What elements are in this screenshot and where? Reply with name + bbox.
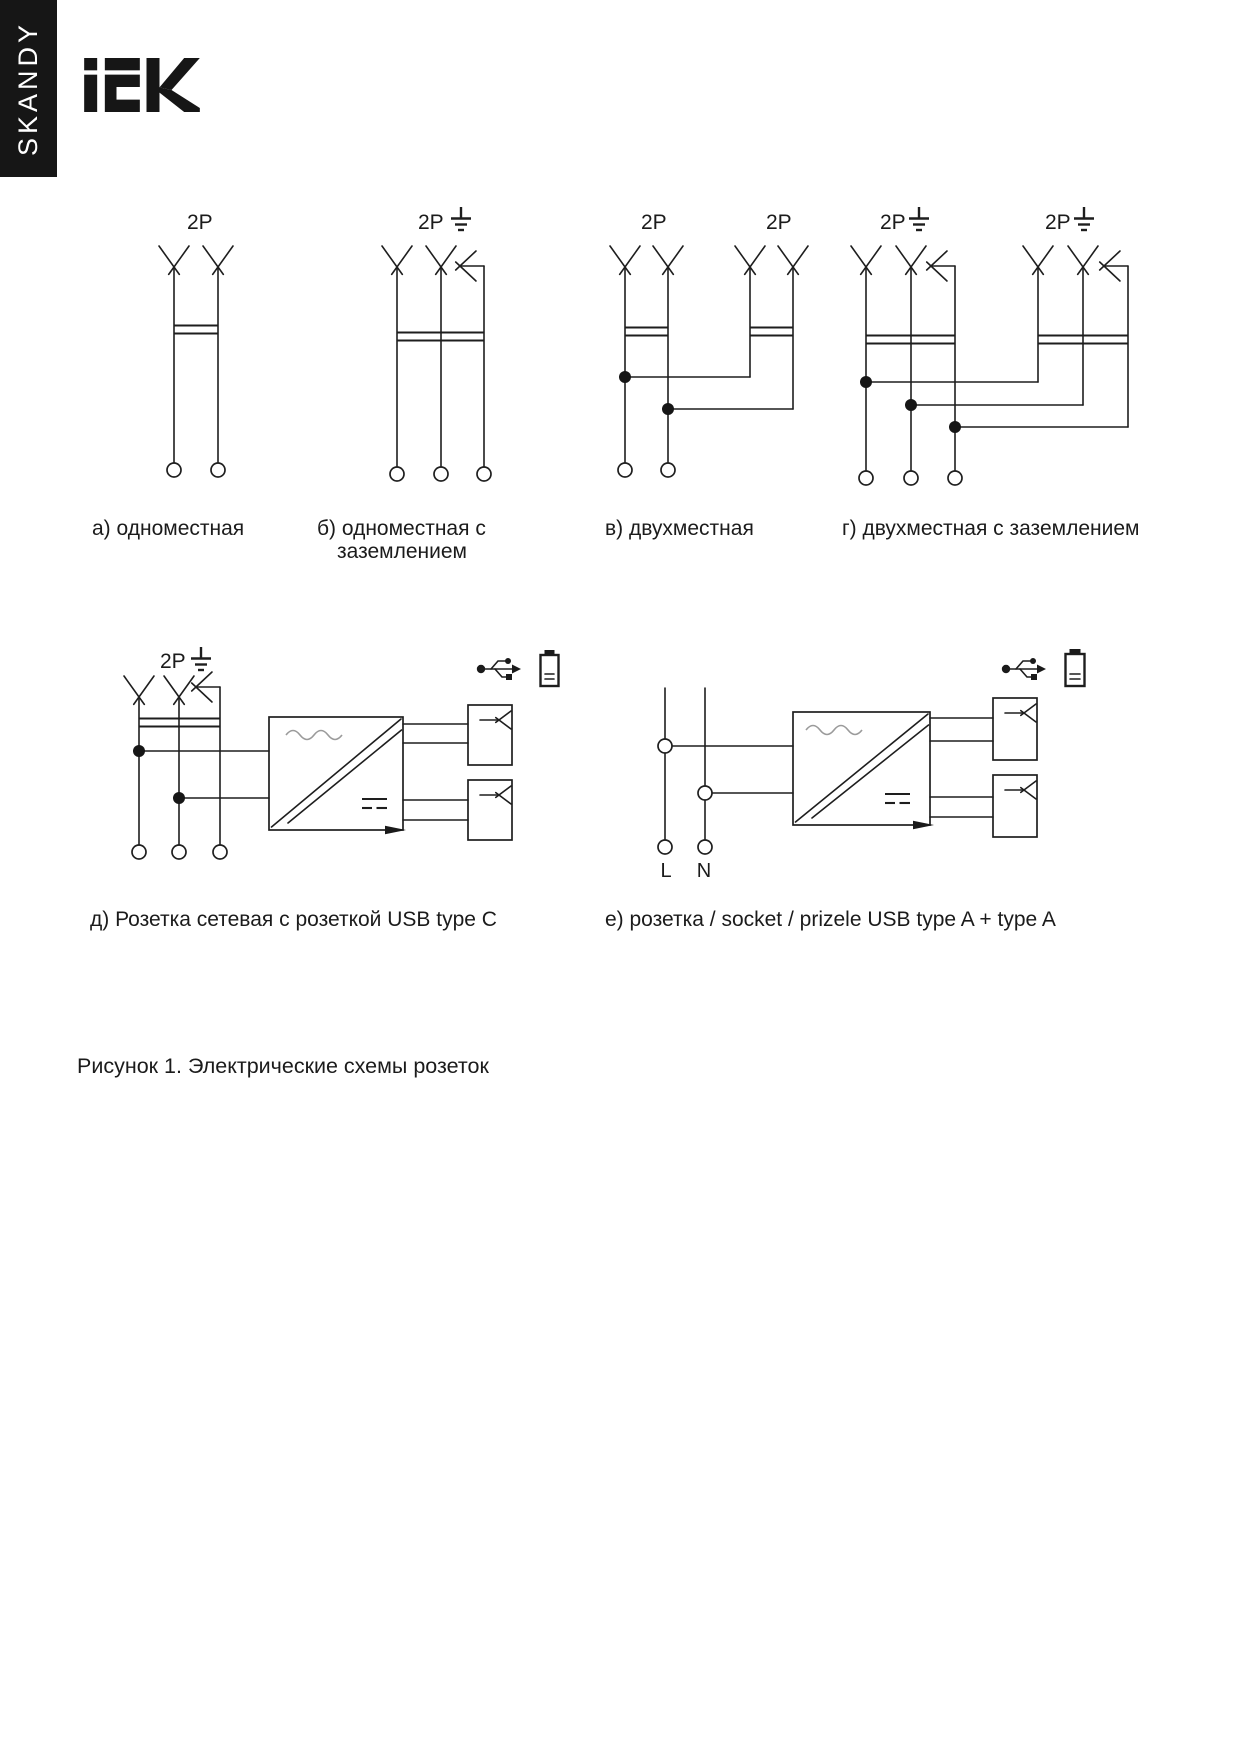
diagram-d-caption: д) Розетка сетевая с розеткой USB type C [90, 908, 497, 931]
terminal-circles [132, 845, 227, 859]
pole-label: 2P [418, 211, 444, 234]
diagram-v [605, 211, 808, 540]
output-wires [403, 724, 468, 820]
pole-label-left: 2P [641, 211, 667, 234]
diagram-b-caption-line1: б) одноместная с [317, 517, 486, 540]
diagram-e-caption: е) розетка / socket / prizele USB type A + type A [605, 908, 1056, 931]
diagram-a-caption: а) одноместная [92, 517, 245, 540]
ground-contact-arrow-icon [192, 672, 220, 702]
output-wires [930, 718, 993, 817]
socket-contact-fork-icon [610, 246, 808, 274]
junction-dots [133, 745, 185, 804]
terminal-circles [859, 471, 962, 485]
socket-wires [397, 266, 484, 467]
battery-icon [1066, 649, 1085, 686]
ground-contact-arrow-icon [927, 251, 1128, 281]
battery-icon [541, 650, 559, 686]
ground-icon [909, 207, 929, 230]
usb-output-port-1 [468, 705, 512, 765]
socket-body-bars [174, 326, 218, 334]
usb-output-port-1 [993, 698, 1037, 760]
ground-icon [1074, 207, 1094, 230]
ground-icon [191, 647, 211, 670]
usb-output-port-2 [468, 780, 512, 840]
terminal-circles [390, 467, 491, 481]
diagram-a [92, 211, 244, 540]
pole-label: 2P [187, 211, 213, 234]
dc-symbol-icon [362, 799, 387, 808]
tap-circles [658, 739, 712, 800]
terminal-label-n: N [696, 860, 712, 882]
socket-body-bars [866, 336, 1128, 344]
ground-icon [451, 207, 471, 230]
terminal-circles [618, 463, 675, 477]
socket-wires [866, 266, 1128, 471]
diagram-b [317, 207, 491, 563]
diagram-v-caption: в) двухместная [605, 517, 754, 540]
socket-contact-fork-icon [382, 246, 456, 274]
terminal-label-l: L [660, 860, 672, 882]
diagram-e [605, 649, 1085, 931]
supply-wires [665, 688, 793, 840]
socket-contact-fork-icon [159, 246, 233, 274]
brand-banner-label: SKANDY [13, 20, 43, 157]
socket-body-bars [625, 328, 793, 336]
pole-label-right: 2P [766, 211, 792, 234]
diagram-g-caption: г) двухместная с заземлением [842, 517, 1140, 540]
diagram-d [90, 647, 559, 931]
usb-icon [477, 658, 521, 680]
socket-wires [174, 267, 218, 463]
ac-wave-icon [286, 731, 342, 740]
terminal-circles [167, 463, 225, 477]
socket-wires [625, 267, 793, 463]
socket-contact-fork-icon [851, 246, 1098, 274]
ground-contact-arrow-icon [456, 251, 484, 281]
diagram-b-caption-line2: заземлением [337, 540, 467, 563]
usb-output-port-2 [993, 775, 1037, 837]
pole-label-right: 2P [1045, 211, 1071, 234]
figure-caption: Рисунок 1. Электрические схемы розеток [77, 1054, 489, 1078]
pole-label: 2P [160, 650, 186, 673]
terminal-circles [658, 840, 712, 854]
pole-label-left: 2P [880, 211, 906, 234]
usb-icon [1002, 658, 1046, 680]
socket-wires [139, 687, 269, 845]
diagram-g [842, 207, 1139, 540]
ac-dc-converter-box [793, 712, 934, 829]
ac-wave-icon [806, 726, 862, 735]
ac-dc-converter-box [269, 717, 406, 834]
dc-symbol-icon [885, 794, 910, 803]
socket-contact-fork-icon [124, 676, 194, 704]
